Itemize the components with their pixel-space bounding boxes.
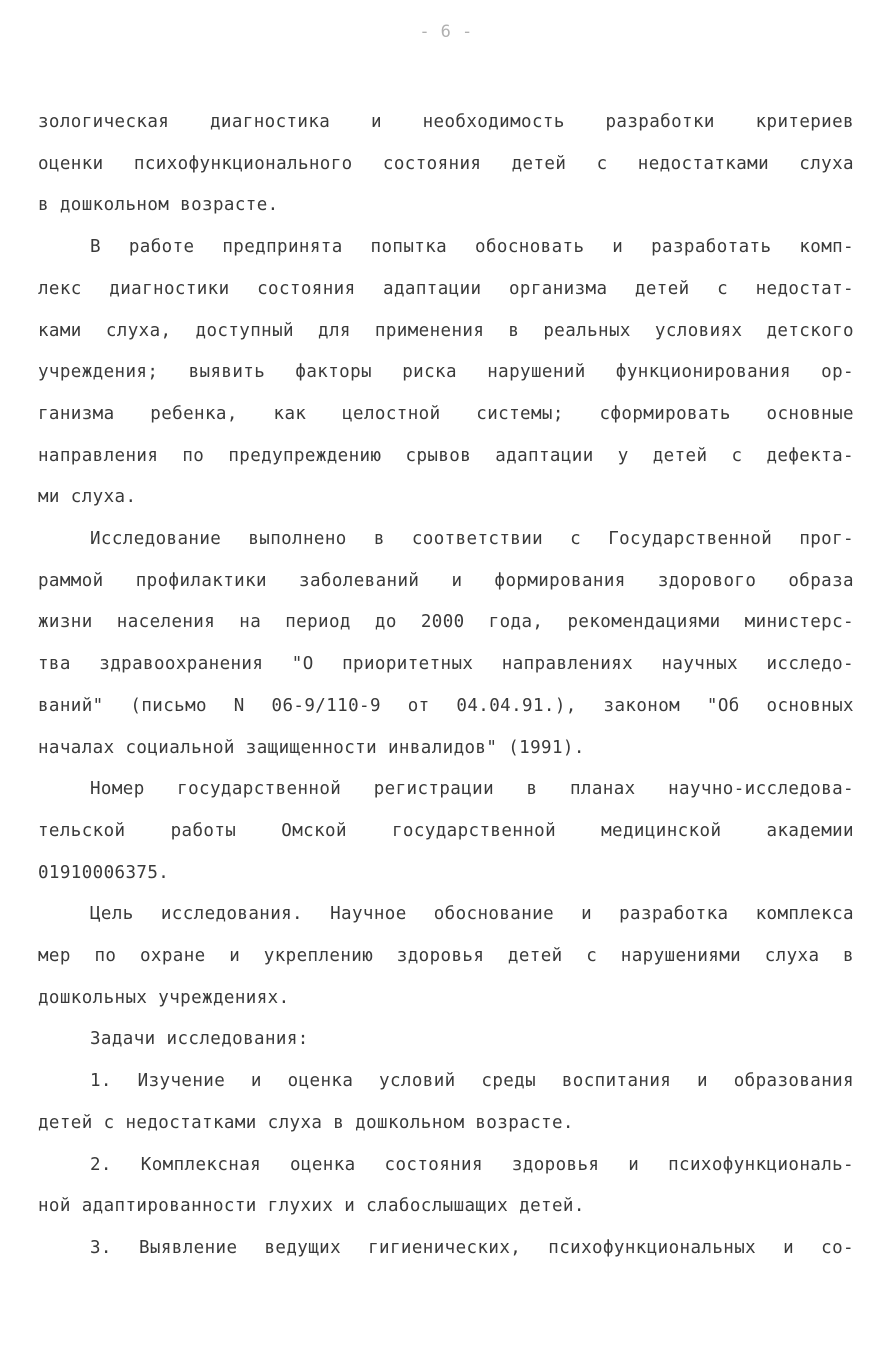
text-line: тва здравоохранения "О приоритетных направлениях научных исследо- [38,654,854,674]
text-line: 2. Комплексная оценка состояния здоровья и психофункциональ- [90,1155,854,1175]
text-line: жизни населения на период до 2000 года, рекомендациями министерс- [38,612,854,632]
text-line: тельской работы Омской государственной медицинской академии [38,821,854,841]
text-line: В работе предпринята попытка обосновать и разработать комп- [90,237,854,257]
text-line: Номер государственной регистрации в планах научно-исследова- [90,779,854,799]
text-line: ками слуха, доступный для применения в реальных условиях детского [38,321,854,341]
text-line: раммой профилактики заболеваний и формирования здорового образа [38,571,854,591]
text-line: ганизма ребенка, как целостной системы; сформировать основные [38,404,854,424]
text-line: направления по предупреждению срывов адаптации у детей с дефекта- [38,446,854,466]
text-line: дошкольных учреждениях. [38,988,290,1008]
text-line: зологическая диагностика и необходимость разработки критериев [38,112,854,132]
text-line: началах социальной защищенности инвалидов" (1991). [38,738,585,758]
text-line: Исследование выполнено в соответствии с Государственной прог- [90,529,854,549]
text-line: 01910006375. [38,863,170,883]
text-line: Цель исследования. Научное обоснование и разработка комплекса [90,904,854,924]
text-line: Задачи исследования: [90,1029,309,1049]
text-line: 3. Выявление ведущих гигиенических, психофункциональных и со- [90,1238,854,1258]
text-line: 1. Изучение и оценка условий среды воспитания и образования [90,1071,854,1091]
text-line: оценки психофункционального состояния детей с недостатками слуха [38,154,854,174]
text-line: ми слуха. [38,487,137,507]
text-line: лекс диагностики состояния адаптации организма детей с недостат- [38,279,854,299]
page-number: - 6 - [419,22,473,42]
text-line: детей с недостатками слуха в дошкольном возрасте. [38,1113,574,1133]
text-line: ной адаптированности глухих и слабослышащих детей. [38,1196,585,1216]
text-line: ваний" (письмо N 06-9/110-9 от 04.04.91.), законом "Об основных [38,696,854,716]
text-line: мер по охране и укреплению здоровья детей с нарушениями слуха в [38,946,854,966]
text-line: в дошкольном возрасте. [38,195,279,215]
text-line: учреждения; выявить факторы риска нарушений функционирования ор- [38,362,854,382]
